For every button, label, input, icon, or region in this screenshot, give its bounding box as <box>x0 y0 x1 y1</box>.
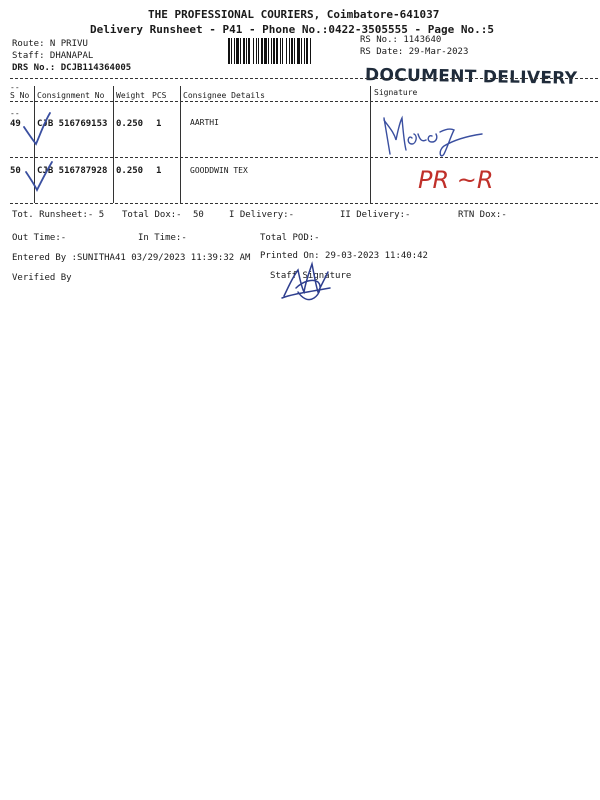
out-time-label: Out Time:- <box>12 233 67 243</box>
column-divider <box>370 86 371 203</box>
header-marker: -- <box>10 83 20 92</box>
row-consignment: CJB 516787928 <box>37 166 108 176</box>
in-time-label: In Time:- <box>138 233 187 243</box>
total-dox-label: Total Dox:- <box>122 210 182 220</box>
row-consignment: CJB 516769153 <box>37 119 108 129</box>
rs-date: RS Date: 29-Mar-2023 <box>360 47 469 57</box>
col-consignment-header: Consignment No <box>37 91 105 100</box>
document-delivery-stamp: DOCUMENT DELIVERY <box>364 65 578 89</box>
row-marker: -- <box>10 109 20 118</box>
check-mark-icon <box>24 160 54 196</box>
column-divider <box>113 86 114 203</box>
total-dox-value: 50 <box>193 210 204 220</box>
ii-delivery-label: II Delivery:- <box>340 210 411 220</box>
total-runsheet: Tot. Runsheet:- 5 <box>12 210 105 220</box>
column-divider <box>180 86 181 203</box>
total-pod-label: Total POD:- <box>260 233 320 243</box>
row-weight: 0.250 <box>116 119 144 129</box>
row-consignee: GOODDWIN TEX <box>190 166 248 175</box>
verified-by-label: Verified By <box>12 273 72 283</box>
printed-on: Printed On: 29-03-2023 11:40:42 <box>260 251 428 261</box>
divider <box>10 101 598 102</box>
company-title: THE PROFESSIONAL COURIERS, Coimbatore-641037 <box>148 8 440 21</box>
entered-by: Entered By :SUNITHA41 03/29/2023 11:39:32 AM <box>12 253 251 263</box>
row-weight: 0.250 <box>116 166 144 176</box>
col-weight-header: Weight <box>116 91 145 100</box>
staff-signature-label: Staff Signature <box>270 271 352 281</box>
recipient-signature <box>378 110 488 170</box>
col-consignee-header: Consignee Details <box>183 91 265 100</box>
row-pcs: 1 <box>156 119 162 129</box>
staff-signature-scribble <box>278 258 338 306</box>
drs-number: DRS No.: DCJB114364005 <box>12 63 132 73</box>
rtn-dox-label: RTN Dox:- <box>458 210 507 220</box>
rs-number: RS No.: 1143640 <box>360 35 442 45</box>
i-delivery-label: I Delivery:- <box>229 210 295 220</box>
route-label: Route: N PRIVU <box>12 39 88 49</box>
row-sno: 49 <box>10 119 21 129</box>
runsheet-title: Delivery Runsheet - P41 - Phone No.:0422-3505555 - Page No.:5 <box>90 23 494 36</box>
row-consignee: AARTHI <box>190 118 219 127</box>
row-pcs: 1 <box>156 166 162 176</box>
col-signature-header: Signature <box>374 88 418 97</box>
col-sno-header: S No <box>10 91 30 100</box>
check-mark-icon <box>22 111 52 151</box>
recipient-signature-text: PR ~R <box>418 166 494 194</box>
divider <box>10 157 598 158</box>
divider <box>10 78 598 79</box>
row-sno: 50 <box>10 166 21 176</box>
barcode <box>228 38 354 64</box>
col-pcs-header: PCS <box>152 91 167 100</box>
staff-label: Staff: DHANAPAL <box>12 51 94 61</box>
divider <box>10 203 598 204</box>
